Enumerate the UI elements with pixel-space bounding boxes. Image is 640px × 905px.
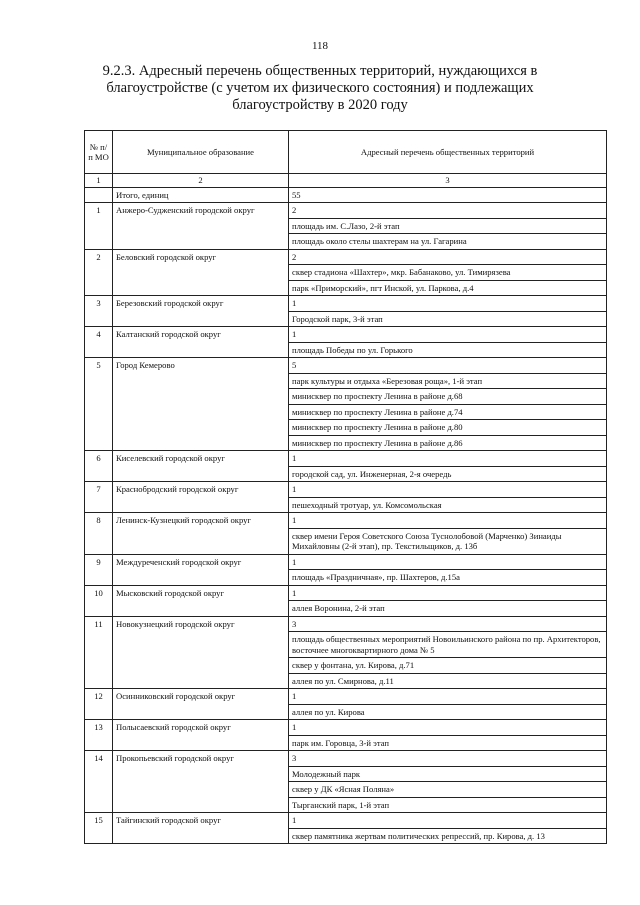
row-number: 1	[85, 203, 113, 250]
table-row	[85, 585, 607, 601]
territory-count: 2	[289, 203, 607, 219]
municipality-name: Березовский городской округ	[113, 296, 289, 327]
title-line: благоустройстве (с учетом их физического состояния) и подлежащих	[106, 80, 534, 96]
territory-count: 1	[289, 585, 607, 601]
territory-address: площадь Победы по ул. Горького	[289, 342, 607, 358]
territory-address: площадь около стелы шахтерам на ул. Гагарина	[289, 234, 607, 250]
row-number: 3	[85, 296, 113, 327]
table-row	[85, 554, 607, 570]
territory-count: 1	[289, 720, 607, 736]
territory-address: Тырганский парк, 1-й этап	[289, 797, 607, 813]
table-row	[85, 813, 607, 829]
territory-count: 1	[289, 296, 607, 312]
territory-address: минисквер по проспекту Ленина в районе д.86	[289, 435, 607, 451]
row-number: 2	[85, 249, 113, 296]
total-label: Итого, единиц	[113, 187, 289, 203]
header-col-number: 2	[113, 174, 289, 188]
territory-address: минисквер по проспекту Ленина в районе д.74	[289, 404, 607, 420]
territory-address: парк им. Горовца, 3-й этап	[289, 735, 607, 751]
municipality-name: Новокузнецкий городской округ	[113, 616, 289, 689]
territory-address: парк «Приморский», пгт Инской, ул. Паркова, д.4	[289, 280, 607, 296]
table-row	[85, 451, 607, 467]
table-row	[85, 616, 607, 632]
table-body	[85, 187, 607, 844]
table-row	[85, 249, 607, 265]
territory-count: 1	[289, 327, 607, 343]
territory-address: городской сад, ул. Инженерная, 2-я очередь	[289, 466, 607, 482]
table-row	[85, 203, 607, 219]
territory-address: аллея Воронина, 2-й этап	[289, 601, 607, 617]
territory-address: Молодежный парк	[289, 766, 607, 782]
header-municipality: Муниципальное образование	[113, 131, 289, 174]
territory-count: 3	[289, 751, 607, 767]
table-row	[85, 689, 607, 705]
row-number: 4	[85, 327, 113, 358]
municipality-name: Анжеро-Судженский городской округ	[113, 203, 289, 250]
territory-address: сквер стадиона «Шахтер», мкр. Бабанаково, ул. Тимирязева	[289, 265, 607, 281]
row-number: 12	[85, 689, 113, 720]
header-col-number: 1	[85, 174, 113, 188]
row-number: 5	[85, 358, 113, 451]
municipality-name: Полысаевский городской округ	[113, 720, 289, 751]
territory-address: площадь общественных мероприятий Новоильинского района по пр. Архитекторов, восточнее многоквартирного дома № 5	[289, 632, 607, 658]
row-number: 11	[85, 616, 113, 689]
territory-count: 1	[289, 513, 607, 529]
table-row	[85, 358, 607, 374]
territory-count: 1	[289, 451, 607, 467]
municipality-name: Междуреченский городской округ	[113, 554, 289, 585]
territory-count: 1	[289, 813, 607, 829]
territory-count: 1	[289, 482, 607, 498]
total-value: 55	[289, 187, 607, 203]
address-table	[84, 130, 607, 844]
header-addresses: Адресный перечень общественных территорий	[289, 131, 607, 174]
section-title	[95, 63, 545, 114]
territory-address: парк культуры и отдыха «Березовая роща», 1-й этап	[289, 373, 607, 389]
total-row	[85, 187, 607, 203]
municipality-name: Беловский городской округ	[113, 249, 289, 296]
row-number: 9	[85, 554, 113, 585]
table-row	[85, 296, 607, 312]
territory-address: сквер у фонтана, ул. Кирова, д.71	[289, 658, 607, 674]
row-number: 15	[85, 813, 113, 844]
table-row	[85, 327, 607, 343]
territory-count: 5	[289, 358, 607, 374]
total-num-cell	[85, 187, 113, 203]
row-number: 7	[85, 482, 113, 513]
municipality-name: Город Кемерово	[113, 358, 289, 451]
territory-address: аллея по ул. Смирнова, д.11	[289, 673, 607, 689]
territory-count: 1	[289, 554, 607, 570]
title-line: благоустройству в 2020 году	[232, 97, 408, 113]
territory-address: сквер памятника жертвам политических репрессий, пр. Кирова, д. 13	[289, 828, 607, 844]
row-number: 8	[85, 513, 113, 555]
territory-address: сквер имени Героя Советского Союза Туснолобовой (Марченко) Зинаиды Михайловны (2-й этап), пр. Текстильщиков, д. 13б	[289, 528, 607, 554]
territory-count: 3	[289, 616, 607, 632]
header-num: № п/п МО	[85, 131, 113, 174]
row-number: 10	[85, 585, 113, 616]
territory-address: минисквер по проспекту Ленина в районе д.80	[289, 420, 607, 436]
territory-address: площадь «Праздничная», пр. Шахтеров, д.15а	[289, 570, 607, 586]
territory-address: пешеходный тротуар, ул. Комсомольская	[289, 497, 607, 513]
territory-address: минисквер по проспекту Ленина в районе д.68	[289, 389, 607, 405]
territory-address: сквер у ДК «Ясная Поляна»	[289, 782, 607, 798]
header-col-number: 3	[289, 174, 607, 188]
title-line: 9.2.3. Адресный перечень общественных территорий, нуждающихся в	[102, 63, 538, 79]
territory-address: аллея по ул. Кирова	[289, 704, 607, 720]
territory-address: площадь им. С.Лазо, 2-й этап	[289, 218, 607, 234]
row-number: 13	[85, 720, 113, 751]
page-number: 118	[311, 40, 329, 52]
territory-count: 1	[289, 689, 607, 705]
municipality-name: Осинниковский городской округ	[113, 689, 289, 720]
territory-address: Городской парк, 3-й этап	[289, 311, 607, 327]
municipality-name: Прокопьевский городской округ	[113, 751, 289, 813]
municipality-name: Киселевский городской округ	[113, 451, 289, 482]
territory-count: 2	[289, 249, 607, 265]
table-row	[85, 482, 607, 498]
municipality-name: Ленинск-Кузнецкий городской округ	[113, 513, 289, 555]
municipality-name: Мысковский городской округ	[113, 585, 289, 616]
municipality-name: Краснобродский городской округ	[113, 482, 289, 513]
municipality-name: Тайгинский городской округ	[113, 813, 289, 844]
table-row	[85, 751, 607, 767]
table-row	[85, 720, 607, 736]
row-number: 14	[85, 751, 113, 813]
table-row	[85, 513, 607, 529]
row-number: 6	[85, 451, 113, 482]
municipality-name: Калтанский городской округ	[113, 327, 289, 358]
